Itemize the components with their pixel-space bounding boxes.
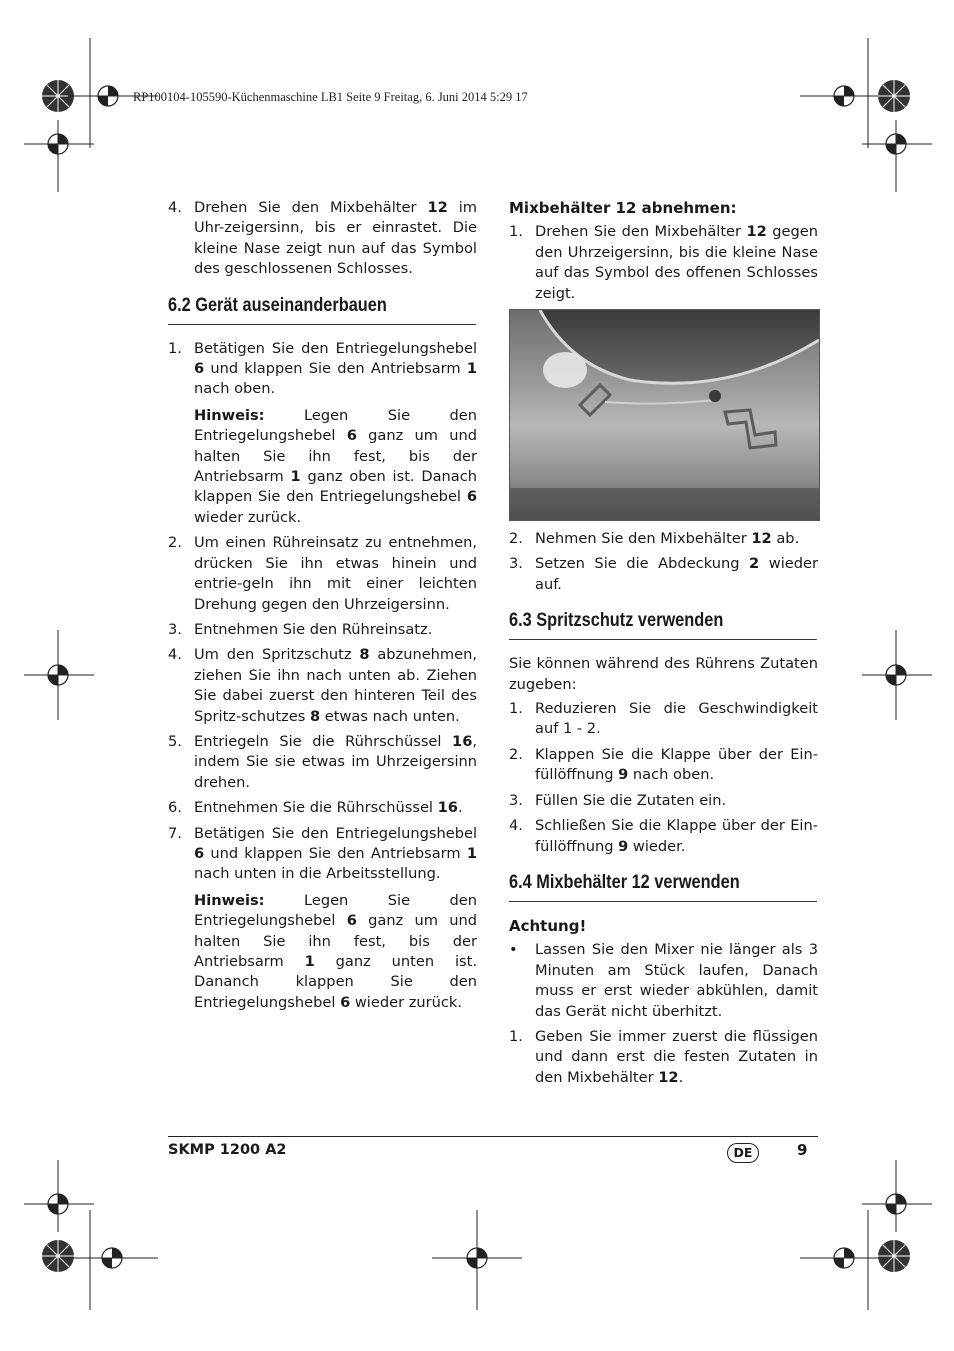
disassembly-steps bbox=[168, 339, 477, 1014]
warning-heading: Achtung! bbox=[509, 916, 587, 935]
list-item: 4. Schließen Sie die Klappe über der Ein-füllöffnung 9 wieder. bbox=[509, 817, 818, 855]
crosshair-mark-top-right-corner bbox=[862, 120, 932, 192]
list-item: 3. Setzen Sie die Abdeckung 2 wieder auf. bbox=[509, 555, 818, 593]
section-heading-6-2 bbox=[168, 294, 477, 325]
print-header: RP100104-105590-Küchenmaschine LB1 Seite 9 Freitag, 6. Juni 2014 5:29 17 bbox=[133, 90, 528, 104]
right-column bbox=[509, 198, 818, 1093]
list-item: 3. Entnehmen Sie den Rühreinsatz. bbox=[168, 620, 433, 638]
lock-symbol-illustration bbox=[510, 310, 819, 520]
list-item: 4. Um den Spritzschutz 8 abzunehmen, ziehen Sie ihn nach unten ab. Ziehen Sie dabei zuerst den hinteren Teil des Spritz-schutzes 8 etwas nach unten. bbox=[168, 646, 477, 725]
crosshair-mark-bottom-left-inner bbox=[68, 1210, 158, 1310]
footer-model: SKMP 1200 A2 bbox=[168, 1142, 287, 1158]
list-item: 1. Geben Sie immer zuerst die flüssigen und dann erst die festen Zutaten in den Mixbehälter 12. bbox=[509, 1027, 818, 1086]
crosshair-mark-mid-left bbox=[24, 630, 94, 720]
section-title: 6.2 Gerät auseinanderbauen bbox=[168, 294, 476, 325]
crosshair-mark-bottom-center bbox=[432, 1210, 522, 1310]
hint-note: Hinweis: Legen Sie den Entriegelungshebel 6 ganz um und halten Sie ihn fest, bis der Antriebsarm 1 ganz unten ist. Dananch klappen Sie den Entriegelungshebel 6 wieder zurück. bbox=[194, 891, 477, 1011]
section-heading-6-3 bbox=[509, 609, 818, 640]
hint-note: Hinweis: Legen Sie den Entriegelungshebel 6 ganz um und halten Sie ihn fest, bis der Antriebsarm 1 ganz oben ist. Danach klappen Sie den Entriegelungshebel 6 wieder zurück. bbox=[194, 406, 477, 526]
footer-divider bbox=[168, 1136, 818, 1137]
section-title: 6.3 Spritzschutz verwenden bbox=[509, 609, 817, 640]
list-item: 1. Betätigen Sie den Entriegelungshebel 6 und klappen Sie den Antriebsarm 1 nach oben. Hinweis: Legen Sie den Entriegelungshebel 6 ganz um und halten Sie ihn fest, bis der Antriebsarm 1 ganz oben ist. Danach klappen Sie den Entriegelungshebel 6 wieder zurück. bbox=[168, 339, 477, 529]
language-badge: DE bbox=[727, 1143, 759, 1163]
list-item: 6. Entnehmen Sie die Rührschüssel 16. bbox=[168, 799, 463, 817]
left-column bbox=[168, 198, 477, 1018]
list-item: 2. Klappen Sie die Klappe über der Ein-füllöffnung 9 nach oben. bbox=[509, 745, 818, 784]
crosshair-mark-mid-right bbox=[862, 630, 932, 720]
list-item: 3. Füllen Sie die Zutaten ein. bbox=[509, 791, 727, 809]
list-item: 1. Reduzieren Sie die Geschwindigkeit auf 1 - 2. bbox=[509, 700, 818, 738]
section-title: 6.4 Mixbehälter 12 verwenden bbox=[509, 871, 817, 902]
lock-symbol-photo bbox=[509, 309, 820, 521]
remove-blender-heading: Mixbehälter 12 abnehmen: bbox=[509, 199, 737, 217]
list-item: 1. Drehen Sie den Mixbehälter 12 gegen den Uhrzeigersinn, bis die kleine Nase auf das Symbol des offenen Schlosses zeigt. bbox=[509, 223, 818, 302]
list-item: 5. Entriegeln Sie die Rührschüssel 16, indem Sie sie etwas im Uhrzeigersinn drehen. bbox=[168, 732, 477, 791]
intro-paragraph: Sie können während des Rührens Zutaten zugeben: bbox=[509, 655, 818, 693]
list-item: 2. Nehmen Sie den Mixbehälter 12 ab. bbox=[509, 530, 800, 548]
splash-guard-steps bbox=[509, 699, 818, 857]
list-item: 2. Um einen Rühreinsatz zu entnehmen, drücken Sie ihn etwas hinein und entrie-geln ihn mit einer leichten Drehung gegen den Uhrzeigersinn. bbox=[168, 534, 477, 613]
registration-mark-bottom-right bbox=[858, 1218, 938, 1298]
list-item: 7. Betätigen Sie den Entriegelungshebel 6 und klappen Sie den Antriebsarm 1 nach unten in die Arbeitsstellung. Hinweis: Legen Sie den Entriegelungshebel 6 ganz um und halten Sie ihn fest, bis der Antriebsarm 1 ganz unten ist. Dananch klappen Sie den Entriegelungshebel 6 wieder zurück. bbox=[168, 824, 477, 1014]
warning-bullet: • Lassen Sie den Mixer nie länger als 3 Minuten am Stück laufen, Danach muss er erst wieder abkühlen, damit das Gerät nicht überhitzt. bbox=[509, 941, 818, 1020]
page-number: 9 bbox=[797, 1141, 808, 1159]
section-heading-6-4 bbox=[509, 871, 818, 902]
list-item: 4. Drehen Sie den Mixbehälter 12 im Uhr-zeigersinn, bis er einrastet. Die kleine Nase zeigt nun auf das Symbol des geschlossenen Schlosses. bbox=[168, 199, 477, 278]
crosshair-mark-top-left-corner bbox=[24, 120, 94, 192]
